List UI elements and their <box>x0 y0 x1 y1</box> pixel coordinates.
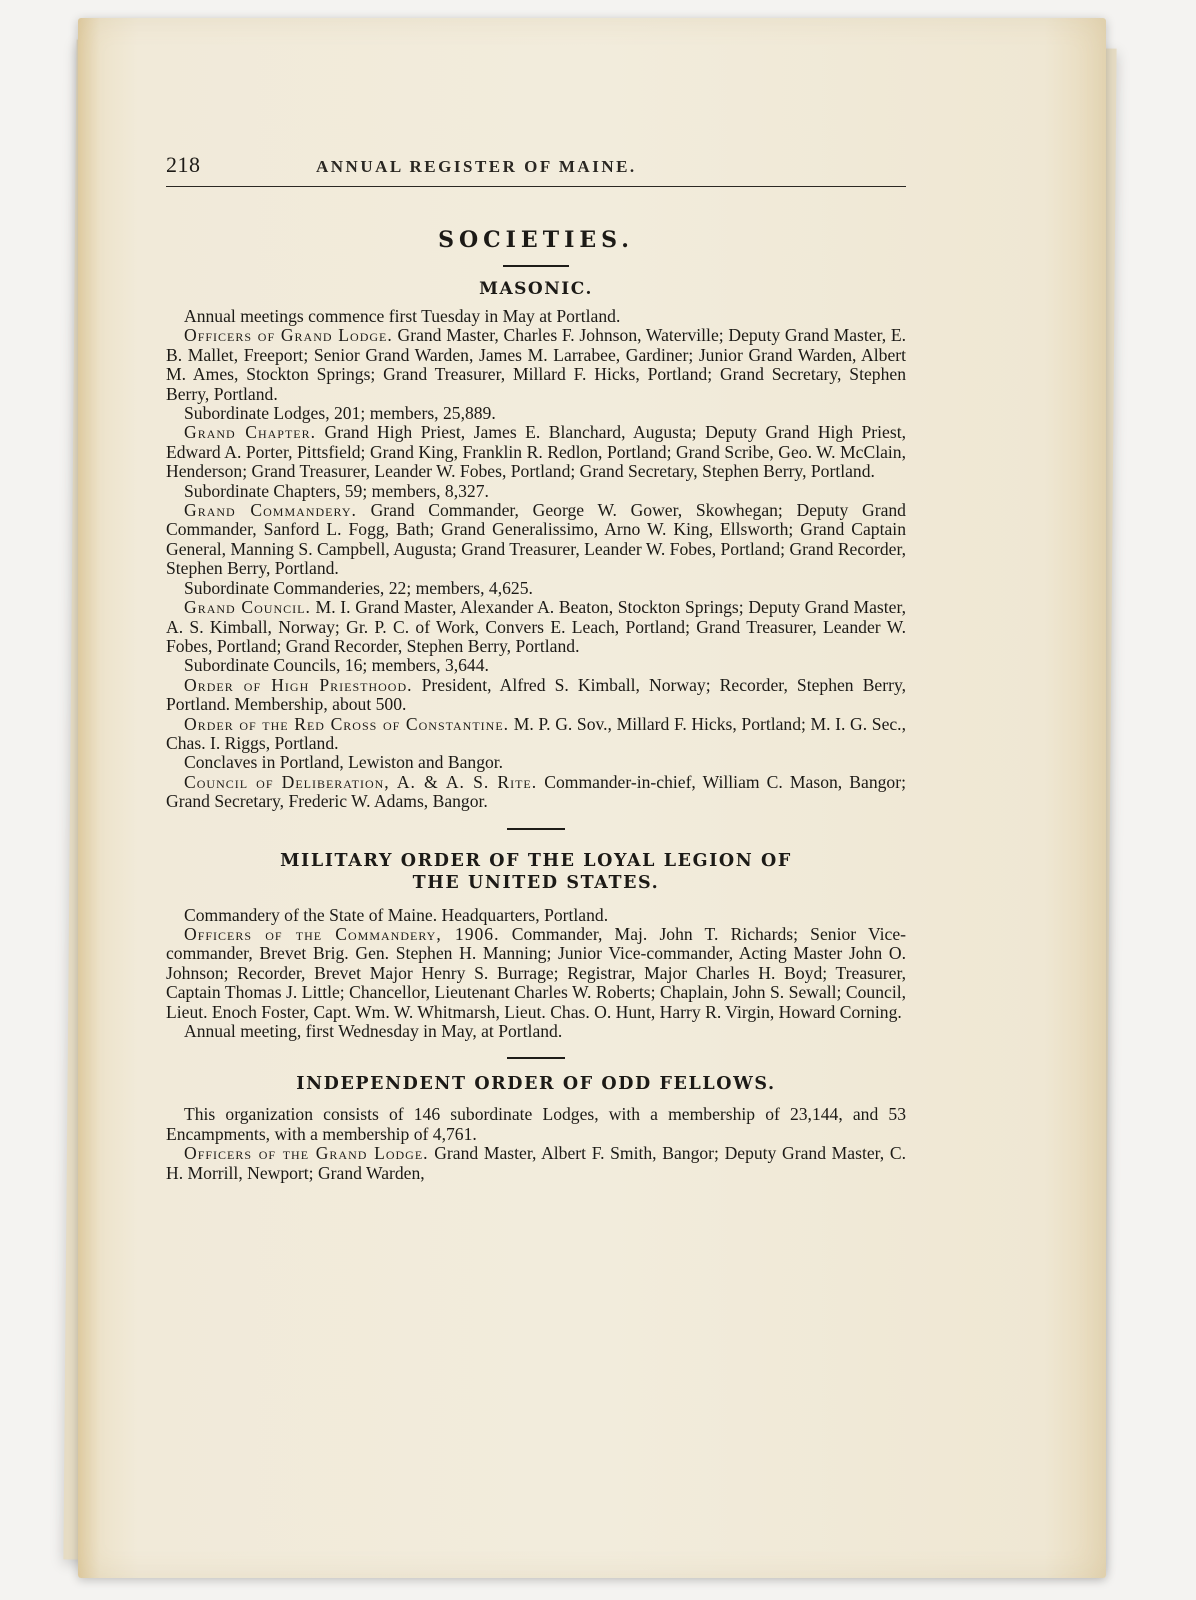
commanderies-count: Subordinate Commanderies, 22; members, 4,625. <box>184 577 533 598</box>
grand-council-head: Grand Council. <box>184 597 311 618</box>
grand-lodge-head: Officers of Grand Lodge. <box>184 325 393 346</box>
conclaves: Conclaves in Portland, Lewiston and Bangor. <box>184 752 504 773</box>
grand-lodge-text: Grand Master, Charles F. Johnson, Waterville; Deputy Grand Master, E. B. Mallet, Freeport; Senior Grand Warden, James M. Larrabee, Gardiner; Junior Grand Warden, Albert M. Ames, Stockton Springs; Grand Treasurer, Millard F. Hicks, Portland; Grand Secretary, Stephen Berry, Portland. <box>166 325 906 404</box>
grand-lodge-officers <box>166 326 906 404</box>
divider <box>503 265 569 267</box>
odd-fellows-officers-text: Grand Master, Albert F. Smith, Bangor; Deputy Grand Master, C. H. Morrill, Newport; Grand Warden, <box>166 1143 906 1183</box>
odd-fellows-officers <box>166 1144 906 1183</box>
red-cross-text: M. P. G. Sov., Millard F. Hicks, Portland; M. I. G. Sec., Chas. I. Riggs, Portland. <box>166 713 906 753</box>
loyal-legion-officers <box>166 925 906 1022</box>
chapters-count: Subordinate Chapters, 59; members, 8,327. <box>184 480 489 501</box>
loyal-legion-title-line1: MILITARY ORDER OF THE LOYAL LEGION OF <box>280 850 792 871</box>
page-content <box>166 152 906 1183</box>
heading-loyal-legion <box>166 850 906 894</box>
lodges-count: Subordinate Lodges, 201; members, 25,889. <box>184 403 496 424</box>
running-title: ANNUAL REGISTER OF MAINE. <box>316 157 637 176</box>
masonic-annual-meetings: Annual meetings commence first Tuesday in May at Portland. <box>184 306 621 326</box>
grand-chapter-head: Grand Chapter. <box>184 422 317 443</box>
loyal-legion-annual-meeting: Annual meeting, first Wednesday in May, at Portland. <box>184 1021 563 1041</box>
page-number: 218 <box>166 152 201 177</box>
divider <box>507 828 565 830</box>
grand-commandery-head: Grand Commandery. <box>184 500 357 521</box>
section-title-societies: SOCIETIES. <box>438 227 634 253</box>
odd-fellows-organization: This organization consists of 146 subordinate Lodges, with a membership of 23,144, and 53 Encampments, with a membership of 4,761. <box>166 1104 906 1144</box>
loyal-legion-officers-text: Commander, Maj. John T. Richards; Senior Vice-commander, Brevet Brig. Gen. Stephen H. Manning; Junior Vice-commander, Acting Master John O. Johnson; Recorder, Brevet Major Henry S. Burrage; Registrar, Major Charles H. Boyd; Treasurer, Captain Thomas J. Little; Chancellor, Lieutenant Charles W. Roberts; Chaplain, John S. Sewall; Council, Lieut. Enoch Foster, Capt. Wm. W. Whitmarsh, Lieut. Chas. O. Hunt, Harry R. Virgin, Howard Corning. <box>166 923 906 1022</box>
grand-chapter-text: Grand High Priest, James E. Blanchard, Augusta; Deputy Grand High Priest, Edward A. Porter, Pittsfield; Grand King, Franklin R. Redlon, Portland; Grand Scribe, Geo. W. McClain, Henderson; Grand Treasurer, Leander W. Fobes, Portland; Grand Secretary, Stephen Berry, Portland. <box>166 422 906 482</box>
councils-count: Subordinate Councils, 16; members, 3,644. <box>184 655 489 676</box>
loyal-legion-title-line2: THE UNITED STATES. <box>412 872 660 893</box>
red-cross-constantine <box>166 715 906 754</box>
deliberation-head: Council of Deliberation, A. & A. S. Rite. <box>184 771 538 792</box>
heading-masonic: MASONIC. <box>479 279 593 299</box>
grand-commandery-text: Grand Commander, George W. Gower, Skowhegan; Deputy Grand Commander, Sanford L. Fogg, Bath; Grand Generalissimo, Arno W. King, Ellsworth; Grand Captain General, Manning S. Campbell, Augusta; Grand Treasurer, Leander W. Fobes, Portland; Grand Recorder, Stephen Berry, Portland. <box>166 500 906 579</box>
deliberation-text: Commander-in-chief, William C. Mason, Bangor; Grand Secretary, Frederic W. Adams, Bangor. <box>166 771 906 812</box>
high-priesthood <box>166 676 906 715</box>
divider <box>507 1057 565 1059</box>
high-priesthood-text: President, Alfred S. Kimball, Norway; Recorder, Stephen Berry, Portland. Membership, about 500. <box>166 674 907 715</box>
red-cross-head: Order of the Red Cross of Constantine. <box>184 713 510 734</box>
grand-council-officers <box>166 598 906 656</box>
loyal-legion-officers-head: Officers of the Commandery, 1906. <box>184 923 500 944</box>
council-of-deliberation <box>166 773 906 812</box>
heading-odd-fellows: INDEPENDENT ORDER OF ODD FELLOWS. <box>296 1074 776 1095</box>
grand-council-text: M. I. Grand Master, Alexander A. Beaton, Stockton Springs; Deputy Grand Master, A. S. Kimball, Norway; Gr. P. C. of Work, Convers E. Leach, Portland; Grand Treasurer, Leander W. Fobes, Portland; Grand Recorder, Stephen Berry, Portland. <box>166 597 907 656</box>
high-priesthood-head: Order of High Priesthood. <box>184 674 413 695</box>
loyal-legion-commandery: Commandery of the State of Maine. Headquarters, Portland. <box>184 904 609 925</box>
odd-fellows-officers-head: Officers of the Grand Lodge. <box>184 1143 429 1164</box>
grand-commandery-officers <box>166 501 906 579</box>
page-header <box>166 152 906 187</box>
grand-chapter-officers <box>166 423 906 481</box>
